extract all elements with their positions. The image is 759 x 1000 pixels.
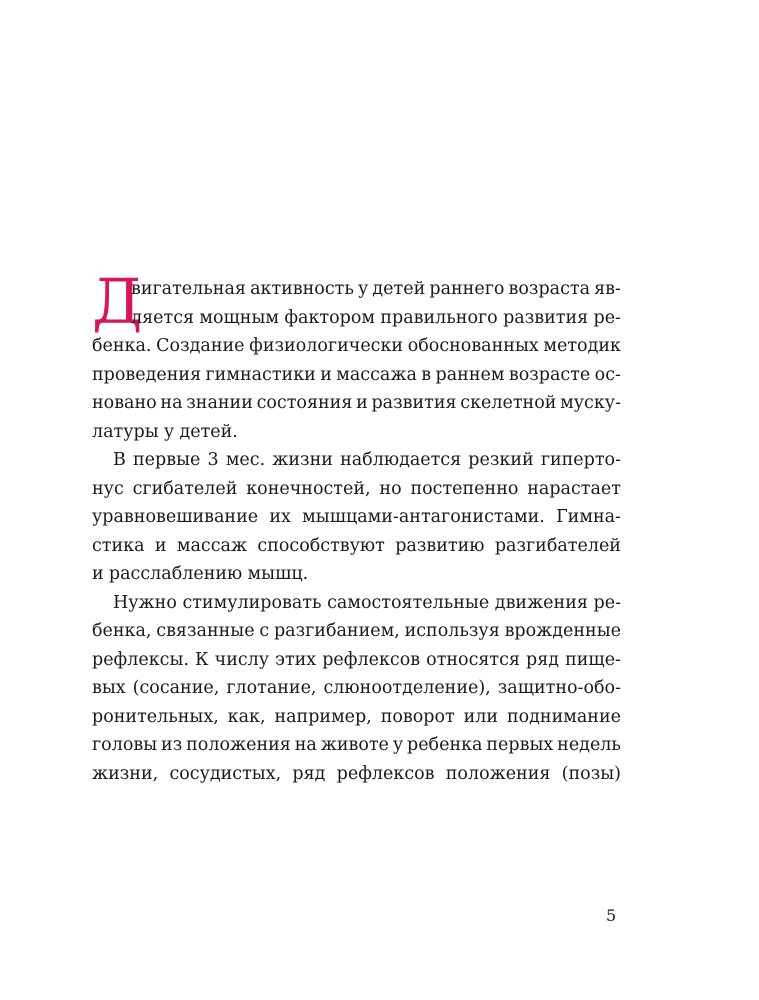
word: раннего: [429, 279, 505, 299]
word: ре-: [593, 592, 621, 613]
text-line: [92, 503, 621, 532]
word: у: [357, 279, 369, 299]
word: движения: [494, 592, 588, 613]
word: в: [421, 364, 432, 385]
text-line: [92, 532, 621, 561]
word: у: [163, 421, 175, 442]
word: первые: [133, 450, 201, 470]
word: поднимание: [506, 706, 621, 727]
word: у: [392, 735, 404, 755]
word: (позы): [561, 763, 621, 784]
word: мощным: [199, 307, 280, 328]
word: обоснованных: [407, 336, 539, 356]
text-line: [92, 304, 621, 333]
word: жизни,: [92, 763, 159, 784]
word: и: [356, 393, 368, 413]
word: мышц.: [247, 564, 309, 584]
word: защитно-обо-: [497, 678, 621, 698]
word: конечностей,: [246, 478, 371, 499]
word: головы: [92, 735, 158, 755]
word: гимнастики: [205, 364, 316, 385]
paragraph-2: [92, 446, 621, 589]
word: муску-: [560, 393, 621, 413]
word: рефлексов: [336, 763, 435, 784]
text-line: [92, 731, 621, 760]
word: (сосание,: [132, 678, 220, 698]
word: бенка.: [92, 336, 152, 356]
word: первых: [486, 735, 554, 755]
paragraph-1: [92, 275, 621, 446]
word: на: [294, 735, 317, 755]
word: наблюдается: [340, 450, 462, 470]
word: знании: [186, 393, 253, 413]
word: развития: [503, 307, 589, 328]
word: нус: [92, 478, 124, 499]
text-line: [92, 332, 621, 361]
word: детей: [372, 279, 426, 299]
word: Создание: [156, 336, 245, 356]
word: пище-: [565, 649, 621, 670]
word: но: [379, 478, 402, 499]
paragraph-3: [92, 589, 621, 789]
word: скелетной: [460, 393, 557, 413]
word: рефлексы.: [92, 649, 189, 670]
word: гиперто-: [540, 450, 621, 470]
word: ронительных,: [92, 706, 219, 727]
word: яв-: [594, 279, 621, 299]
word: относятся: [426, 649, 520, 670]
word: и: [154, 535, 167, 556]
text-line: [92, 560, 621, 589]
word: самостоятельные: [327, 592, 490, 613]
word: возрасте: [508, 364, 591, 385]
word: методик: [543, 336, 621, 356]
word: раннем: [435, 364, 505, 385]
word: ос-: [594, 364, 621, 385]
word: из: [161, 735, 183, 755]
word: на: [160, 393, 183, 413]
word: фактором: [284, 307, 375, 328]
word: сгибателей: [132, 478, 238, 499]
word: и: [320, 364, 332, 385]
text-line: [92, 760, 621, 789]
word: разгибанием,: [273, 621, 400, 641]
word: бенка,: [92, 621, 152, 641]
word: мышцами-антагонистами.: [302, 507, 545, 527]
text-line: [92, 475, 621, 504]
text-line: [92, 446, 621, 475]
word: вых: [92, 678, 126, 698]
word: или: [463, 706, 499, 727]
page-number: 5: [606, 906, 617, 925]
word: положения: [445, 763, 551, 784]
word: новано: [92, 393, 157, 413]
text-line: [92, 646, 621, 675]
text-line: [92, 389, 621, 418]
word: например,: [274, 706, 372, 727]
word: недель: [557, 735, 621, 755]
word: постепенно: [410, 478, 519, 499]
body-text: [92, 275, 621, 788]
word: возраста: [508, 279, 591, 299]
word: мес.: [225, 450, 266, 470]
word: слюноотделение),: [323, 678, 491, 698]
text-line: [92, 589, 621, 618]
word: развития: [371, 393, 457, 413]
text-line: [92, 418, 621, 447]
word: этих: [275, 649, 317, 670]
text-line: [92, 275, 621, 304]
word: резкий: [468, 450, 534, 470]
word: ряд: [292, 763, 326, 784]
word: стика: [92, 535, 145, 556]
word: активность: [250, 279, 354, 299]
text-line: [92, 703, 621, 732]
word: жизни: [272, 450, 333, 470]
word: ляется: [131, 307, 195, 328]
word: животе: [320, 735, 389, 755]
word: расслаблению: [108, 564, 243, 584]
word: рефлексов: [322, 649, 421, 670]
word: глотание,: [226, 678, 317, 698]
word: их: [269, 507, 291, 527]
word: Нужно: [113, 592, 177, 613]
word: нарастает: [527, 478, 621, 499]
word: как,: [227, 706, 266, 727]
word: уравновешивание: [92, 507, 259, 527]
word: массаж: [176, 535, 248, 556]
word: массажа: [336, 364, 417, 385]
word: детей.: [179, 421, 238, 442]
word: К: [195, 649, 209, 670]
drop-cap: Д: [92, 265, 143, 338]
word: правильного: [380, 307, 498, 328]
word: поворот: [380, 706, 455, 727]
word: с: [259, 621, 270, 641]
word: способствуют: [257, 535, 385, 556]
word: физиологически: [249, 336, 404, 356]
word: врожденные: [504, 621, 621, 641]
text-line: [92, 361, 621, 390]
word: развитию: [395, 535, 485, 556]
word: латуры: [92, 421, 159, 442]
word: используя: [404, 621, 500, 641]
word: стимулировать: [182, 592, 322, 613]
word: числу: [214, 649, 270, 670]
word: 3: [207, 450, 219, 470]
word: состояния: [256, 393, 353, 413]
word: ряд: [526, 649, 560, 670]
text-line: [92, 674, 621, 703]
word: разгибателей: [494, 535, 621, 556]
word: и: [92, 564, 104, 584]
word: проведения: [92, 364, 202, 385]
word: связанные: [156, 621, 255, 641]
word: ре-: [593, 307, 621, 328]
word: вигательная: [131, 279, 246, 299]
text-line: [92, 617, 621, 646]
word: В: [113, 450, 126, 470]
word: сосудистых,: [169, 763, 282, 784]
word: Гимна-: [556, 507, 621, 527]
word: ребенка: [407, 735, 483, 755]
word: положения: [186, 735, 291, 755]
